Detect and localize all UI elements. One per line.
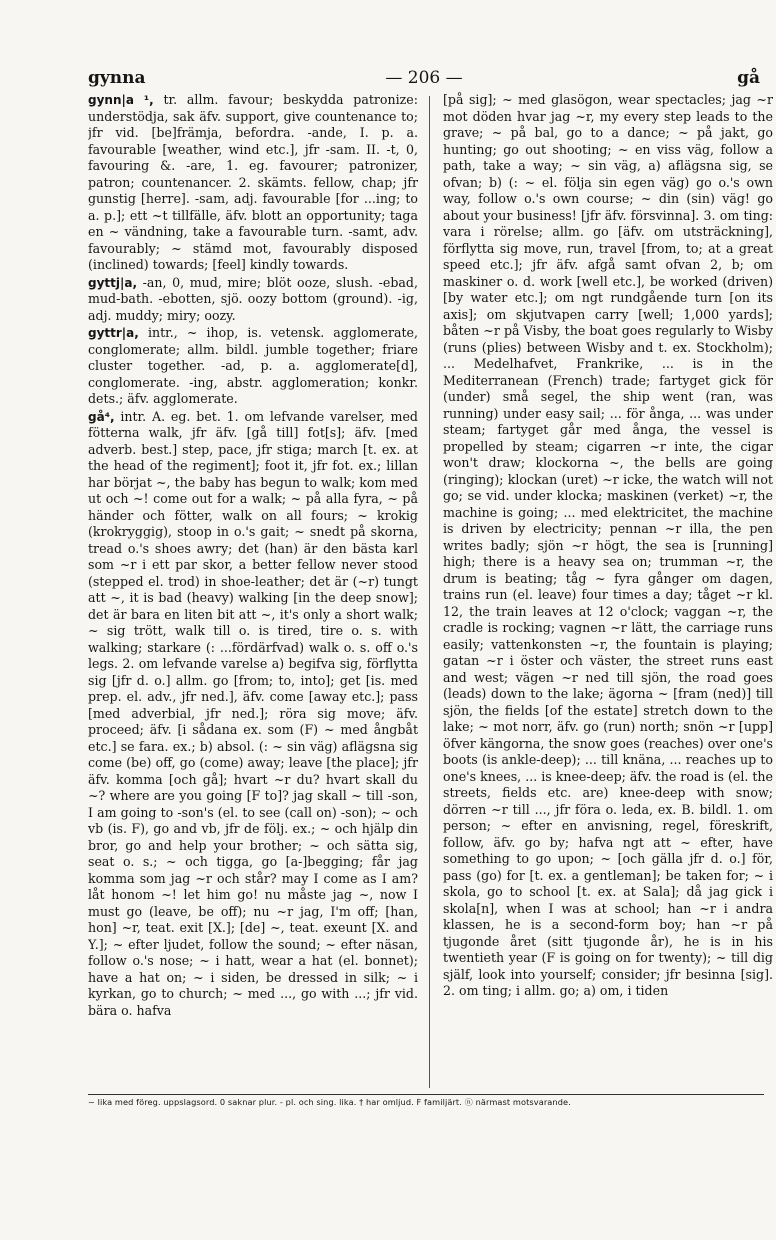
entry-body: intr. A. eg. bet. 1. om lefvande varelser, med fötterna walk, jfr äfv. [gå till] fot[s]; äfv. [med adverb. best.] step, pace, jfr stiga; march [t. ex. at the head of the regiment]; foot it, jfr fot. ex.; lillan har börjat ~, the baby has begun to walk; kom med ut och ~! come out for a walk; ~ på alla fyra, ~ på händer och fötter, walk on all fours; ~ krokig (krokryggig), stoop in o.'s gait; ~ snedt på skorna, tread o.'s shoes awry; det (han) är den bästa karl som ~r i ett par skor, a better fellow never stood (stepped el. trod) in shoe-leather; det är (~r) tungt att ~, it is bad (heavy) walking [in the deep snow]; det är bara en liten bit att ~, it's only a short walk; ~ sig trött, walk till o. is tired, tire o. s. with walking; starkare (: ...fördärfvad) walk o. s. off o.'s legs. 2. om lefvande varelse a) begifva sig, förflytta sig [jfr d. o.] allm. go [from; to, into]; get [is. med prep. el. adv., jfr ned.], äfv. come [away etc.]; pass [med adverbial, jfr ned.]; röra sig move; äfv. proceed; äfv. [i sådana ex. som (F) ~ med ångbåt etc.] se fara. ex.; b) absol. (: ~ sin väg) aflägsna sig come (be) off, go (come) away; leave [the place]; jfr äfv. komma [och gå]; hvart ~r du? hvart skall du ~? where are you going [F to]? jag skall ~ till -son, I am going to -son's (el. to see (call on) -son); ~ och vb (is. F), go and vb, jfr de följ. ex.; ~ och hjälp din bror, go and help your brother; ~ och sätta sig, seat o. s.; ~ och tigga, go [a-]begging; får jag komma som jag ~r och står? may I come as I am? låt honom ~! let him go! nu måste jag ~, now I must go (leave, be off); nu ~r jag, I'm off; [han, hon] ~r, teat. exit [X.]; [de] ~, teat. exeunt [X. and Y.]; ~ efter ljudet, follow the sound; ~ efter näsan, follow o.'s nose; ~ i hatt, wear a hat (el. bonnet); have a hat on; ~ i siden, be dressed in silk; ~ i kyrkan, go to church; ~ med ..., go with ...; jfr vid. bära o. hafva bbox=[88, 408, 418, 1018]
dictionary-entry bbox=[88, 325, 418, 408]
dictionary-entry-continued bbox=[443, 92, 773, 1000]
page-number: — 206 — bbox=[385, 68, 463, 88]
entry-headword: gyttr|a, bbox=[88, 326, 139, 340]
entry-body: -an, 0, mud, mire; blöt ooze, slush. -ebad, mud-bath. -ebotten, sjö. oozy bottom (ground). -ig, adj. muddy; miry; oozy. bbox=[88, 274, 418, 323]
header-left-catchword: gynna bbox=[88, 68, 146, 88]
entry-headword: gyttj|a, bbox=[88, 275, 138, 290]
left-column bbox=[88, 92, 418, 1092]
header-right-catchword: gå bbox=[737, 68, 760, 88]
dictionary-entry bbox=[88, 275, 418, 325]
right-column bbox=[443, 92, 773, 1092]
abbreviation-legend: ~ lika med föreg. uppslagsord. 0 saknar plur. - pl. och sing. lika. † har omljud. F familjärt. ⓝ närmast motsvarande. bbox=[88, 1097, 571, 1107]
entry-headword: gynn|a ¹, bbox=[88, 93, 154, 107]
dictionary-entry bbox=[88, 409, 418, 1020]
column-divider bbox=[429, 96, 430, 1088]
entry-body: intr., ~ ihop, is. vetensk. agglomerate, conglomerate; allm. bildl. jumble together; friare cluster together. -ad, p. a. agglomerate[d], conglomerate. -ing, abstr. agglomeration; konkr. dets.; äfv. agglomerate. bbox=[88, 325, 418, 406]
entry-headword: gå⁴, bbox=[88, 409, 115, 424]
footer-rule bbox=[88, 1094, 764, 1095]
entry-body: tr. allm. favour; beskydda patronize: understödja, sak äfv. support, give countenance to; jfr vid. [be]främja, befordra. -ande, I. p. a. favourable [weather, wind etc.], jfr -sam. II. -t, 0, favouring &. -are, 1. eg. favourer; patronizer, patron; countenancer. 2. skämts. fellow, chap; jfr gunstig [herre]. -sam, adj. favourable [for ...ing; to a. p.]; ett ~t tillfälle, äfv. blott an opportunity; taga en ~ vändning, take a favourable turn. -samt, adv. favourably; ~ stämd mot, favourably disposed (inclined) towards; [feel] kindly towards. bbox=[88, 92, 418, 272]
dictionary-entry bbox=[88, 92, 418, 274]
entry-body: [på sig]; ~ med glasögon, wear spectacles; jag ~r mot döden hvar jag ~r, my every step leads to the grave; ~ på bal, go to a dance; ~ på jakt, go hunting; go out shooting; ~ en viss väg, follow a path, take a way; ~ sin väg, a) aflägsna sig, se ofvan; b) (: ~ el. följa sin egen väg) go o.'s own way, follow o.'s own course; ~ din (sin) väg! go about your business! [jfr äfv. försvinna]. 3. om ting: vara i rörelse; allm. go [äfv. om utsträckning], förflytta sig move, run, travel [from, to; at a great speed etc.]; jfr äfv. afgå samt ofvan 2, b; om maskiner o. d. work [well etc.], be worked (driven) [by water etc.]; om ngt rundgående turn [on its axis]; om skjutvapen carry [well; 1,000 yards]; båten ~r på Visby, the boat goes regularly to Wisby (runs (plies) between Wisby and t. ex. Stockholm); ... Medelhafvet, Frankrike, ... is in the Mediterranean (French) trade; fartyget gick för (under) små segel, the ship went (ran, was running) under easy sail; ... för ånga, ... was under steam; fartyget går med ånga, the vessel is propelled by steam; cigarren ~r inte, the cigar won't draw; klockorna ~, the bells are going (ringing); klockan (uret) ~r icke, the watch will not go; se vid. under klocka; maskinen (verket) ~r, the machine is going; ... med elektricitet, the machine is driven by electricity; pennan ~r illa, the pen writes badly; sjön ~r högt, the sea is [running] high; there is a heavy sea on; trumman ~r, the drum is beating; tåg ~ fyra gånger om dagen, trains run (el. leave) four times a day; tåget ~r kl. 12, the train leaves at 12 o'clock; vaggan ~r, the cradle is rocking; vagnen ~r lätt, the carriage runs easily; vattenkonsten ~r, the fountain is playing; gatan ~r i öster och väster, the street runs east and west; vägen ~r ned till sjön, the road goes (leads) down to the lake; ägorna ~ [fram (ned)] till sjön, the fields [of the estate] stretch down to the lake; ~ mot norr, äfv. go (run) north; snön ~r [upp] öfver kängorna, the snow goes (reaches) over one's boots (is ankle-deep); ... till knäna, ... reaches up to one's knees, ... is knee-deep; äfv. the road is (el. the streets, fields etc. are) knee-deep with snow; dörren ~r till ..., jfr föra o. leda, ex. B. bildl. 1. om person; ~ efter en anvisning, regel, föreskrift, follow, äfv. go by; hafva ngt att ~ efter, have something to go upon; ~ [och gälla jfr d. o.] för, pass (go) for [t. ex. a gentleman]; be taken for; ~ i skola, go to school [t. ex. at Sala]; då jag gick i skola[n], when I was at school; han ~r i andra klassen, he is a second-form boy; han ~r på tjugonde året (sitt tjugonde år), he is in his twentieth year (F is going on for twenty); ~ till dig själf, look into yourself; consider; jfr besinna [sig]. 2. om ting; i allm. go; a) om, i tiden bbox=[443, 92, 773, 998]
page-header bbox=[88, 68, 760, 92]
